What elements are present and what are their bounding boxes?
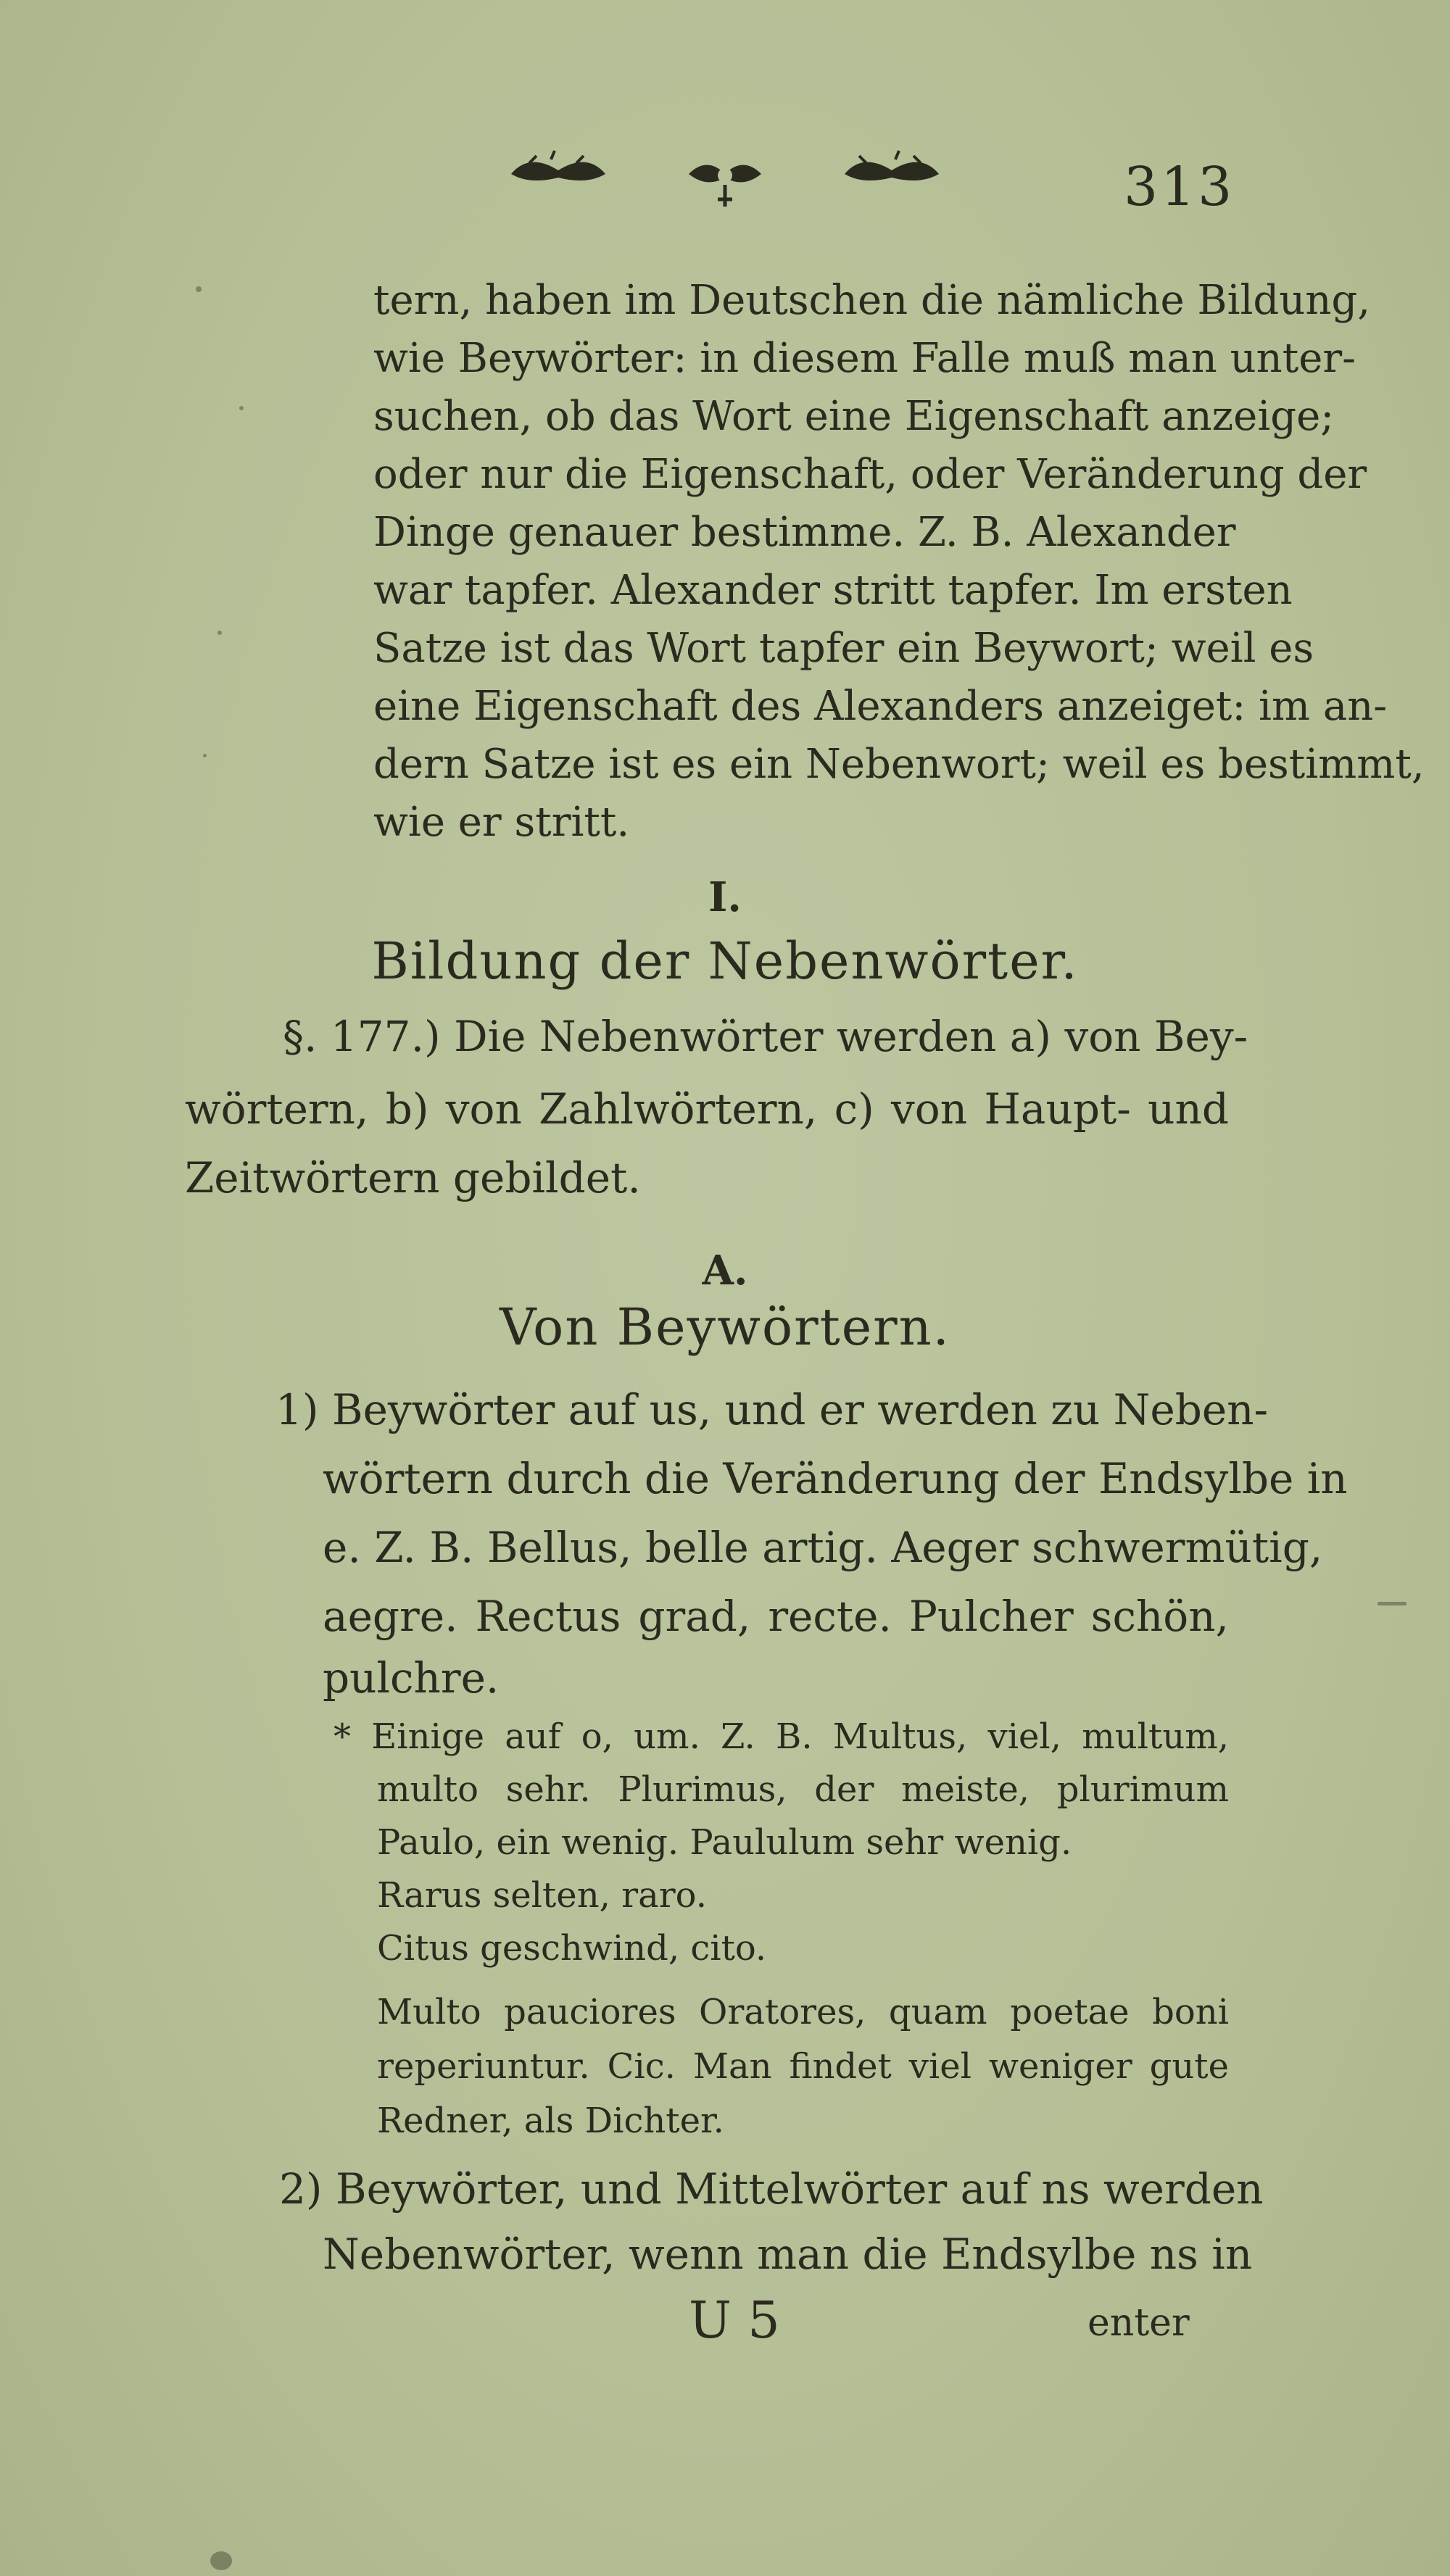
note-line: * Einige auf o, um. Z. B. Multus, viel, multum,: [334, 1716, 1229, 1757]
text-line: Nebenwörter, wenn man die Endsylbe ns in: [323, 2230, 1253, 2279]
note-line: reperiuntur. Cic. Man findet viel weniger gute: [377, 2046, 1229, 2087]
text-line: eine Eigenschaft des Alexanders anzeiget: im an-: [373, 683, 1388, 730]
note-line: Paulo, ein wenig. Paululum sehr wenig.: [377, 1822, 1072, 1863]
text-line: suchen, ob das Wort eine Eigenschaft anzeige;: [373, 393, 1335, 440]
section-title: Bildung der Nebenwörter.: [371, 931, 1079, 991]
page-number: 313: [1124, 156, 1235, 218]
subsection-letter: A.: [702, 1247, 748, 1295]
text-line: oder nur die Eigenschaft, oder Veränderung der: [373, 451, 1367, 498]
paper-speck: [218, 631, 222, 635]
text-line: Satze ist das Wort tapfer ein Beywort; weil es: [373, 625, 1314, 672]
note-line: Multo pauciores Oratores, quam poetae boni: [377, 1992, 1229, 2032]
note-line: multo sehr. Plurimus, der meiste, plurimum: [377, 1769, 1229, 1810]
text-line: 1) Beywörter auf us, und er werden zu Neben-: [276, 1385, 1269, 1434]
note-line: Citus geschwind, cito.: [377, 1928, 767, 1969]
text-line: wörtern, b) von Zahlwörtern, c) von Haupt- und: [185, 1084, 1229, 1134]
text-line: dern Satze ist es ein Nebenwort; weil es bestimmt,: [373, 741, 1425, 788]
note-line: Redner, als Dichter.: [377, 2101, 724, 2141]
text-line: 2) Beywörter, und Mittelwörter auf ns werden: [279, 2164, 1264, 2214]
text-line: pulchre.: [323, 1653, 500, 1703]
text-line: Dinge genauer bestimme. Z. B. Alexander: [373, 509, 1236, 556]
text-line: wie Beywörter: in diesem Falle muß man unter-: [373, 335, 1356, 382]
paper-speck: [210, 2551, 232, 2570]
subsection-title: Von Beywörtern.: [500, 1297, 950, 1357]
right-ornament-icon: [841, 145, 942, 196]
center-ornament-icon: [682, 145, 768, 210]
text-line: wie er stritt.: [373, 799, 630, 846]
text-line: wörtern durch die Veränderung der Endsylbe in: [323, 1454, 1348, 1503]
signature-mark: U 5: [689, 2290, 780, 2350]
text-line: war tapfer. Alexander stritt tapfer. Im ersten: [373, 567, 1293, 614]
page-header-ornaments: [508, 145, 957, 210]
section-number: I.: [708, 873, 742, 921]
left-ornament-icon: [508, 145, 609, 196]
paper-speck: [196, 286, 202, 292]
text-line: Zeitwörtern gebildet.: [185, 1153, 641, 1202]
paper-speck: [1378, 1602, 1406, 1605]
note-line: Rarus selten, raro.: [377, 1875, 707, 1916]
text-line: §. 177.) Die Nebenwörter werden a) von Bey-: [283, 1012, 1248, 1061]
text-line: e. Z. B. Bellus, belle artig. Aeger schwermütig,: [323, 1523, 1323, 1572]
text-line: aegre. Rectus grad, recte. Pulcher schön,: [323, 1592, 1229, 1641]
catchword: enter: [1088, 2301, 1190, 2345]
paper-speck: [203, 754, 207, 757]
text-line: tern, haben im Deutschen die nämliche Bildung,: [373, 277, 1371, 324]
paper-speck: [239, 406, 244, 410]
